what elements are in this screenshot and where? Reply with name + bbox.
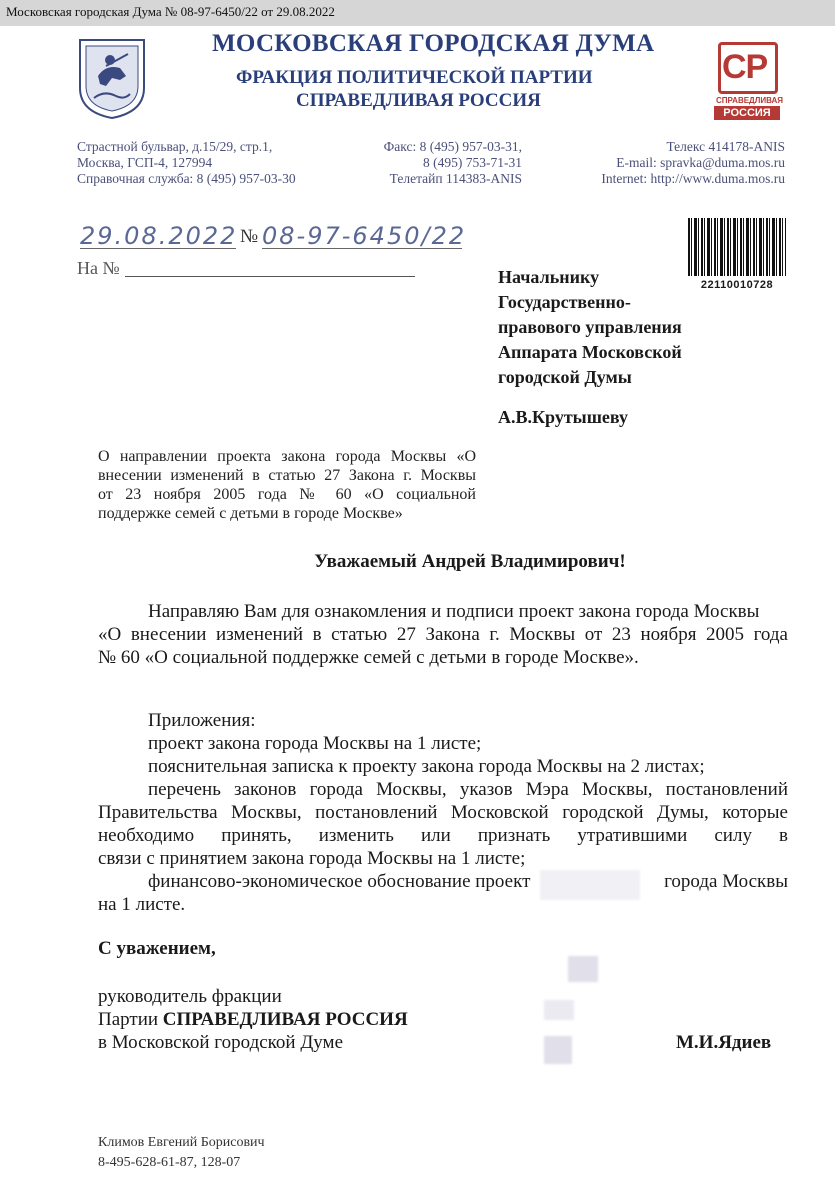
- document-banner-text: Московская городская Дума № 08-97-6450/22 от 29.08.2022: [6, 4, 335, 19]
- executor-phone: 8-495-628-61-87, 128-07: [98, 1155, 241, 1170]
- org-name: МОСКОВСКАЯ ГОРОДСКАЯ ДУМА: [212, 30, 655, 57]
- party-logo: [714, 42, 786, 122]
- subject-line-4: поддержке семей с детьми в городе Москве»: [98, 505, 403, 522]
- contact-telex: Телекс 414178-ANIS: [666, 139, 785, 154]
- contact-teletype: Телетайп 114383-ANIS: [389, 171, 522, 186]
- body-line-3: № 60 «О социальной поддержке семей с детьми в городе Москве».: [98, 647, 639, 668]
- registration-number-prefix: №: [240, 226, 259, 247]
- faction-title-line1: ФРАКЦИЯ ПОЛИТИЧЕСКОЙ ПАРТИИ: [236, 67, 593, 88]
- date-underline: [80, 248, 236, 249]
- addressee-line-2: Государственно-: [498, 292, 631, 312]
- coat-of-arms-icon: [76, 36, 148, 120]
- subject-line-2: внесении изменений в статью 27 Закона г. Москвы: [98, 467, 476, 484]
- addressee-line-1: Начальнику: [498, 267, 600, 287]
- document-banner: [0, 0, 835, 26]
- signatory-line-2: [98, 1008, 408, 1031]
- signatory-party-name: СПРАВЕДЛИВАЯ РОССИЯ: [162, 1009, 408, 1030]
- closing: С уважением,: [98, 938, 216, 959]
- contact-email: E-mail: spravka@duma.mos.ru: [616, 155, 785, 170]
- body-paragraph: [98, 600, 788, 669]
- addressee-line-3: правового управления: [498, 317, 682, 337]
- executor-name: Климов Евгений Борисович: [98, 1135, 265, 1150]
- registration-date: 29.08.2022: [80, 222, 238, 250]
- signatory-line-1: руководитель фракции: [98, 986, 282, 1007]
- attachment-item-3-line-1: перечень законов города Москвы, указов Мэра Москвы, постановлений: [148, 779, 788, 800]
- attachment-item-3-line-4: связи с принятием закона города Москвы на 1 листе;: [98, 848, 526, 869]
- signatory-block: [98, 985, 408, 1054]
- attachment-item-4-line-2: на 1 листе.: [98, 894, 186, 915]
- attachment-item-4-line-1: [98, 870, 788, 893]
- subject-line-1: О направлении проекта закона города Москвы «О: [98, 448, 476, 465]
- attachment-item-3-line-3: необходимо принять, изменить или признать утратившими силу в: [98, 825, 788, 846]
- contact-info-phone: Справочная служба: 8 (495) 957-03-30: [77, 171, 296, 186]
- faction-title-line2: СПРАВЕДЛИВАЯ РОССИЯ: [296, 90, 541, 111]
- addressee-name: А.В.Крутышеву: [498, 407, 629, 427]
- party-logo-caption-1: СПРАВЕДЛИВАЯ: [716, 96, 784, 105]
- body-line-1: Направляю Вам для ознакомления и подписи проект закона города Москвы: [148, 601, 760, 622]
- subject-block: [98, 447, 476, 523]
- redaction-blur-2: [568, 956, 598, 982]
- contact-fax-2: 8 (495) 753-71-31: [423, 155, 522, 170]
- reply-to-line: [125, 276, 415, 277]
- contact-address-1: Страстной бульвар, д.15/29, стр.1,: [77, 139, 273, 154]
- contacts-left: [77, 139, 296, 187]
- reply-to-label: На №: [77, 258, 120, 278]
- addressee-line-4: Аппарата Московской: [498, 342, 682, 362]
- body-line-2: «О внесении изменений в статью 27 Закона г. Москвы от 23 ноября 2005 года: [98, 624, 788, 645]
- barcode-number: 22110010728: [700, 279, 774, 291]
- attachment-item-1: проект закона города Москвы на 1 листе;: [148, 733, 482, 754]
- attachments-title: Приложения:: [148, 710, 256, 731]
- attachment-item-3-line-2: Правительства Москвы, постановлений Московской городской Думы, которые: [98, 802, 788, 823]
- party-logo-mark: СР: [722, 48, 768, 86]
- executor-block: [98, 1133, 265, 1173]
- contacts-right: [560, 139, 785, 187]
- signatory-party-prefix: Партии: [98, 1009, 159, 1030]
- contact-website: Internet: http://www.duma.mos.ru: [601, 171, 785, 186]
- redaction-blur-1: [540, 870, 640, 900]
- redaction-blur-3: [544, 1000, 574, 1020]
- subject-line-3: от 23 ноября 2005 года № 60 «О социальной: [98, 486, 476, 503]
- attachment-item-4-part-1: финансово-экономическое обоснование проект: [148, 871, 531, 892]
- addressee-line-5: городской Думы: [498, 367, 632, 387]
- attachment-item-4-part-2: города Москвы: [664, 871, 788, 892]
- barcode: [688, 218, 786, 276]
- contact-address-2: Москва, ГСП-4, 127994: [77, 155, 213, 170]
- salutation: Уважаемый Андрей Владимирович!: [314, 551, 626, 572]
- contact-fax-1: Факс: 8 (495) 957-03-31,: [383, 139, 522, 154]
- number-underline: [262, 248, 462, 249]
- signatory-name: М.И.Ядиев: [676, 1032, 772, 1053]
- attachments-block: [98, 709, 788, 916]
- addressee-block: [498, 265, 682, 390]
- party-logo-caption-2: РОССИЯ: [714, 106, 780, 120]
- registration-number: 08-97-6450/22: [262, 222, 467, 250]
- signatory-line-3: в Московской городской Думе: [98, 1032, 344, 1053]
- attachment-item-2: пояснительная записка к проекту закона города Москвы на 2 листах;: [148, 756, 705, 777]
- redaction-blur-4: [544, 1036, 572, 1064]
- contacts-center: [340, 139, 522, 187]
